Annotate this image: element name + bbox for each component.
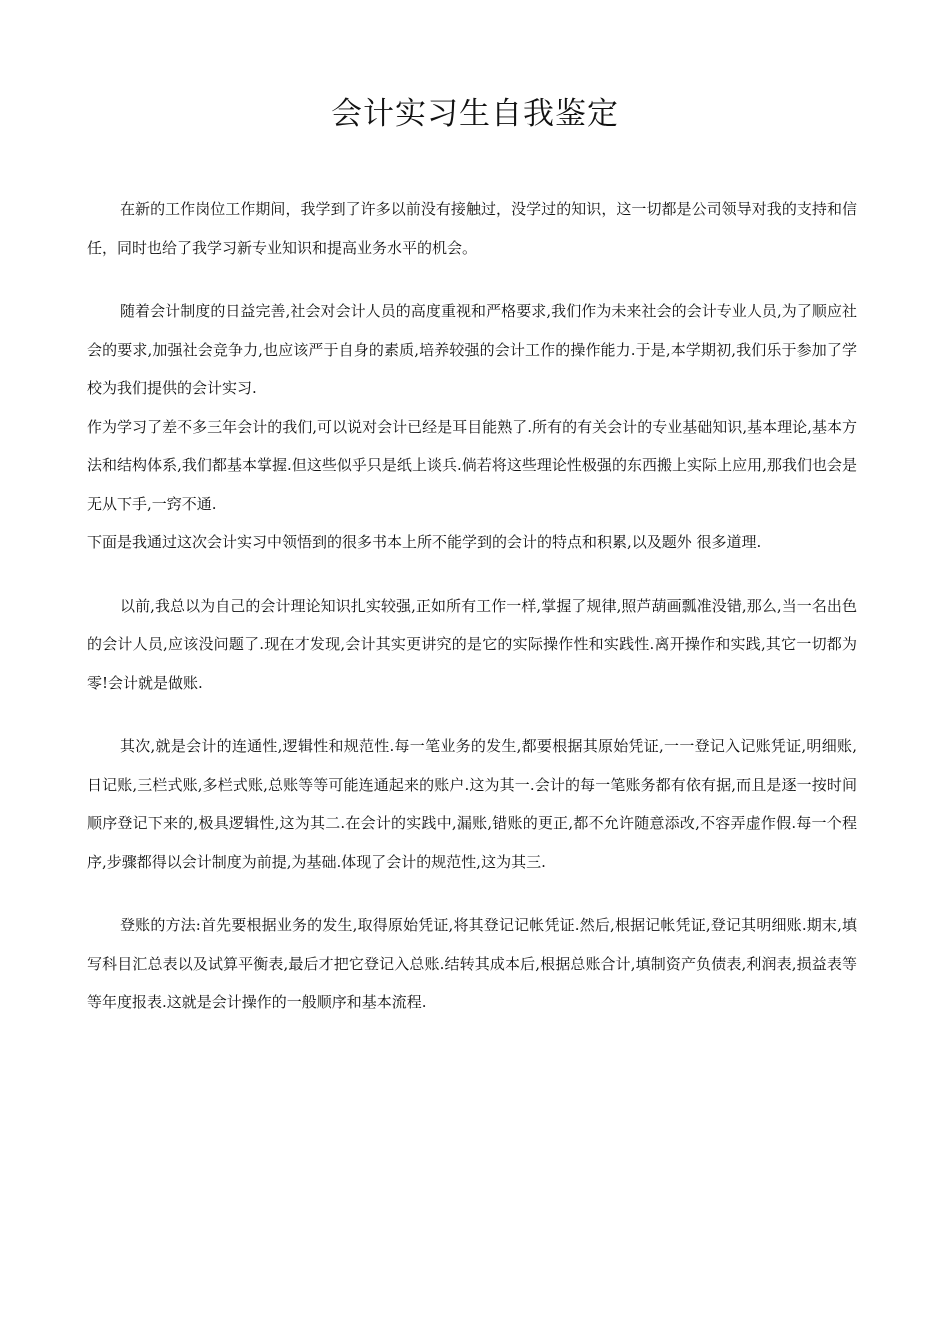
paragraph-2: 随着会计制度的日益完善,社会对会计人员的高度重视和严格要求,我们作为未来社会的会计专业人员,为了顺应社会的要求,加强社会竞争力,也应该严于自身的素质,培养较强的会计工作的操作能力.于是,本学期初,我们乐于参加了学校为我们提供的会计实习. (87, 302, 857, 397)
paragraph-1: 在新的工作岗位工作期间，我学到了许多以前没有接触过，没学过的知识，这一切都是公司领导对我的支持和信任，同时也给了我学习新专业知识和提高业务水平的机会。 (87, 200, 857, 257)
paragraph-7: 登账的方法:首先要根据业务的发生,取得原始凭证,将其登记记帐凭证.然后,根据记帐凭证,登记其明细账.期末,填写科目汇总表以及试算平衡表,最后才把它登记入总账.结转其成本后,根据总账合计,填制资产负债表,利润表,损益表等等年度报表.这就是会计操作的一般顺序和基本流程. (87, 916, 857, 1011)
paragraph-6: 其次,就是会计的连通性,逻辑性和规范性.每一笔业务的发生,都要根据其原始凭证,一一登记入记账凭证,明细账,日记账,三栏式账,多栏式账,总账等等可能连通起来的账户.这为其一.会计的每一笔账务都有依有据,而且是逐一按时间顺序登记下来的,极具逻辑性,这为其二.在会计的实践中,漏账,错账的更正,都不允许随意添改,不容弄虚作假.每一个程序,步骤都得以会计制度为前提,为基础.体现了会计的规范性,这为其三. (87, 737, 857, 871)
document-body (87, 190, 857, 1022)
document-title: 会计实习生自我鉴定 (331, 96, 619, 132)
paragraph-3: 作为学习了差不多三年会计的我们,可以说对会计已经是耳目能熟了.所有的有关会计的专业基础知识,基本理论,基本方法和结构体系,我们都基本掌握.但这些似乎只是纸上谈兵.倘若将这些理论性极强的东西搬上实际上应用,那我们也会是无从下手,一窍不通. (87, 417, 857, 513)
paragraph-4: 下面是我通过这次会计实习中领悟到的很多书本上所不能学到的会计的特点和积累,以及题外 很多道理. (87, 533, 762, 551)
paragraph-5: 以前,我总以为自己的会计理论知识扎实较强,正如所有工作一样,掌握了规律,照芦葫画瓢准没错,那么,当一名出色的会计人员,应该没问题了.现在才发现,会计其实更讲究的是它的实际操作性和实践性.离开操作和实践,其它一切都为零!会计就是做账. (87, 596, 857, 692)
